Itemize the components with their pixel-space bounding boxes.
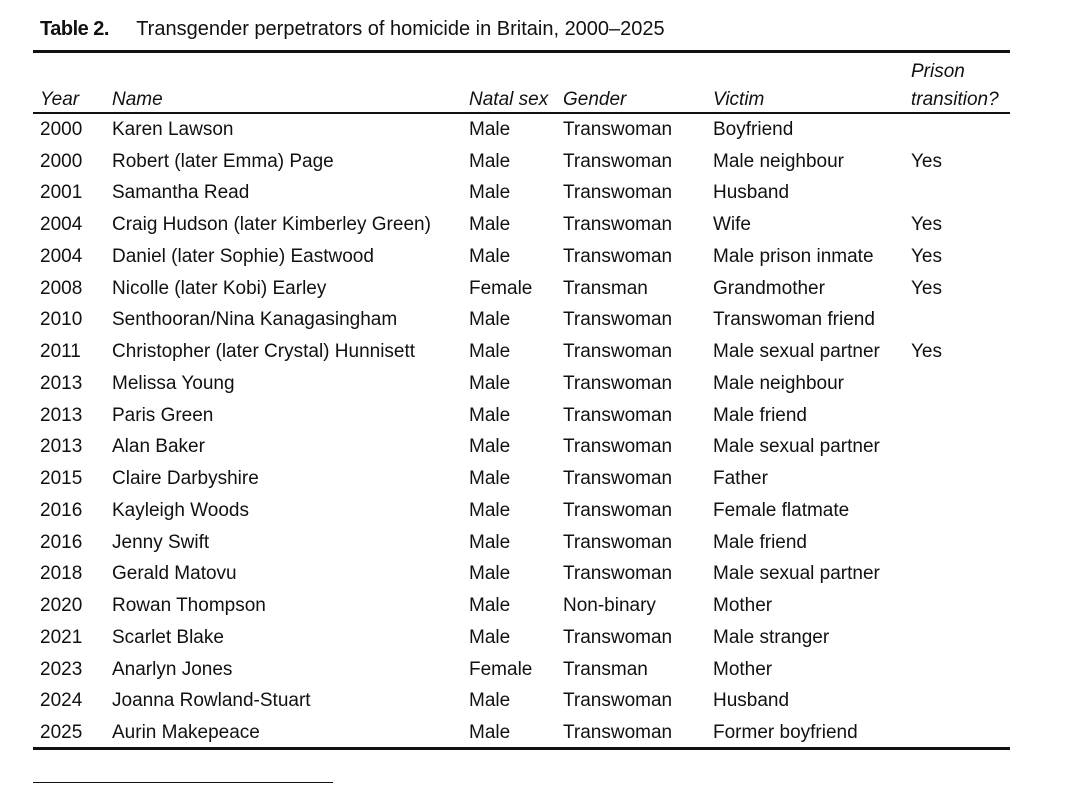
cell-year: 2020	[40, 595, 83, 617]
cell-name: Gerald Matovu	[112, 563, 237, 585]
cell-prison-transition	[911, 622, 1010, 654]
cell-natal-sex: Male	[469, 150, 511, 172]
cell-prison-transition	[911, 527, 1010, 559]
cell-name: Senthooran/Nina Kanagasingham	[112, 309, 398, 331]
table-row	[40, 368, 1010, 400]
cell-year: 2021	[40, 626, 83, 648]
table-row	[40, 209, 1010, 241]
cell-natal-sex: Male	[469, 626, 511, 648]
cell-name: Anarlyn Jones	[112, 658, 233, 680]
cell-prison-transition: Yes	[911, 214, 942, 236]
cell-victim: Transwoman friend	[713, 309, 875, 331]
table-top-rule	[33, 50, 1010, 53]
cell-gender: Transwoman	[563, 531, 673, 553]
cell-gender: Transwoman	[563, 468, 673, 490]
table-row	[40, 241, 1010, 273]
cell-natal-sex: Male	[469, 404, 511, 426]
cell-natal-sex: Male	[469, 341, 511, 363]
column-header-natal-sex: Natal sex	[469, 89, 549, 110]
cell-gender: Transman	[563, 658, 648, 680]
cell-natal-sex: Male	[469, 372, 511, 394]
cell-name: Craig Hudson (later Kimberley Green)	[112, 214, 431, 236]
table-row	[40, 400, 1010, 432]
cell-name: Kayleigh Woods	[112, 499, 249, 521]
table-row	[40, 717, 1010, 749]
cell-natal-sex: Male	[469, 499, 511, 521]
cell-natal-sex: Male	[469, 722, 511, 744]
cell-victim: Male stranger	[713, 626, 830, 648]
cell-victim: Male sexual partner	[713, 341, 880, 363]
cell-name: Claire Darbyshire	[112, 468, 259, 490]
cell-victim: Male friend	[713, 531, 807, 553]
cell-victim: Male sexual partner	[713, 563, 880, 585]
cell-year: 2025	[40, 722, 83, 744]
cell-name: Jenny Swift	[112, 531, 210, 553]
cell-prison-transition	[911, 178, 1010, 210]
cell-natal-sex: Male	[469, 595, 511, 617]
cell-name: Karen Lawson	[112, 118, 234, 140]
cell-year: 2010	[40, 309, 83, 331]
cell-gender: Transwoman	[563, 626, 673, 648]
cell-gender: Transwoman	[563, 690, 673, 712]
table-row	[40, 273, 1010, 305]
cell-natal-sex: Male	[469, 214, 511, 236]
table-row	[40, 463, 1010, 495]
cell-natal-sex: Male	[469, 468, 511, 490]
column-header-year: Year	[40, 89, 80, 110]
table-row	[40, 590, 1010, 622]
data-table	[40, 114, 1010, 749]
cell-victim: Male friend	[713, 404, 807, 426]
cell-victim: Wife	[713, 214, 751, 236]
cell-prison-transition: Yes	[911, 341, 942, 363]
column-header-name: Name	[112, 89, 163, 110]
cell-gender: Transwoman	[563, 245, 673, 267]
column-header-gender: Gender	[563, 89, 627, 110]
cell-prison-transition: Yes	[911, 277, 942, 299]
table-label: Table 2.	[40, 18, 109, 40]
table-row	[40, 305, 1010, 337]
cell-name: Melissa Young	[112, 372, 235, 394]
table-row	[40, 336, 1010, 368]
cell-name: Aurin Makepeace	[112, 722, 260, 744]
cell-victim: Male prison inmate	[713, 245, 874, 267]
cell-prison-transition	[911, 368, 1010, 400]
cell-gender: Transwoman	[563, 309, 673, 331]
cell-gender: Transwoman	[563, 722, 673, 744]
cell-natal-sex: Male	[469, 309, 511, 331]
cell-victim: Mother	[713, 595, 773, 617]
cell-victim: Grandmother	[713, 277, 825, 299]
cell-name: Scarlet Blake	[112, 626, 224, 648]
table-caption	[40, 18, 665, 41]
table-title: Transgender perpetrators of homicide in Britain, 2000–2025	[136, 18, 665, 40]
cell-year: 2018	[40, 563, 83, 585]
cell-gender: Transwoman	[563, 404, 673, 426]
cell-victim: Husband	[713, 182, 790, 204]
cell-name: Nicolle (later Kobi) Earley	[112, 277, 327, 299]
table-row	[40, 114, 1010, 146]
cell-name: Daniel (later Sophie) Eastwood	[112, 245, 374, 267]
table-body	[40, 114, 1010, 749]
cell-gender: Transman	[563, 277, 648, 299]
cell-prison-transition	[911, 686, 1010, 718]
cell-prison-transition	[911, 114, 1010, 146]
cell-name: Rowan Thompson	[112, 595, 266, 617]
cell-gender: Transwoman	[563, 150, 673, 172]
cell-gender: Non-binary	[563, 595, 656, 617]
cell-prison-transition	[911, 654, 1010, 686]
cell-natal-sex: Male	[469, 118, 511, 140]
cell-year: 2013	[40, 404, 83, 426]
table-row	[40, 146, 1010, 178]
cell-victim: Female flatmate	[713, 499, 850, 521]
cell-year: 2015	[40, 468, 83, 490]
cell-year: 2013	[40, 372, 83, 394]
cell-name: Christopher (later Crystal) Hunnisett	[112, 341, 416, 363]
cell-prison-transition	[911, 717, 1010, 749]
cell-natal-sex: Male	[469, 563, 511, 585]
cell-prison-transition: Yes	[911, 150, 942, 172]
cell-prison-transition	[911, 400, 1010, 432]
cell-year: 2008	[40, 277, 83, 299]
cell-gender: Transwoman	[563, 563, 673, 585]
cell-year: 2013	[40, 436, 83, 458]
cell-natal-sex: Female	[469, 277, 533, 299]
cell-prison-transition	[911, 559, 1010, 591]
cell-victim: Male neighbour	[713, 150, 844, 172]
cell-natal-sex: Male	[469, 182, 511, 204]
cell-natal-sex: Male	[469, 245, 511, 267]
cell-year: 2023	[40, 658, 83, 680]
cell-gender: Transwoman	[563, 436, 673, 458]
cell-year: 2016	[40, 531, 83, 553]
cell-prison-transition	[911, 432, 1010, 464]
cell-year: 2000	[40, 150, 83, 172]
cell-gender: Transwoman	[563, 182, 673, 204]
cell-victim: Male sexual partner	[713, 436, 880, 458]
table-row	[40, 654, 1010, 686]
footnote-rule	[33, 782, 333, 783]
table-row	[40, 686, 1010, 718]
cell-name: Paris Green	[112, 404, 214, 426]
table-bottom-rule	[33, 747, 1010, 750]
column-header-prison-line1: Prison	[911, 61, 965, 82]
table-row	[40, 495, 1010, 527]
cell-victim: Former boyfriend	[713, 722, 858, 744]
cell-victim: Father	[713, 468, 768, 490]
cell-prison-transition: Yes	[911, 245, 942, 267]
cell-name: Robert (later Emma) Page	[112, 150, 334, 172]
cell-natal-sex: Male	[469, 531, 511, 553]
cell-year: 2024	[40, 690, 83, 712]
table-row	[40, 178, 1010, 210]
cell-year: 2001	[40, 182, 83, 204]
cell-year: 2016	[40, 499, 83, 521]
table-row	[40, 559, 1010, 591]
cell-year: 2011	[40, 341, 81, 363]
cell-victim: Mother	[713, 658, 773, 680]
cell-gender: Transwoman	[563, 341, 673, 363]
cell-name: Samantha Read	[112, 182, 250, 204]
cell-prison-transition	[911, 495, 1010, 527]
cell-victim: Boyfriend	[713, 118, 794, 140]
cell-natal-sex: Female	[469, 658, 533, 680]
cell-prison-transition	[911, 463, 1010, 495]
cell-victim: Husband	[713, 690, 790, 712]
cell-natal-sex: Male	[469, 436, 511, 458]
column-header-victim: Victim	[713, 89, 765, 110]
table-row	[40, 432, 1010, 464]
cell-year: 2000	[40, 118, 83, 140]
cell-gender: Transwoman	[563, 372, 673, 394]
cell-prison-transition	[911, 590, 1010, 622]
column-header-prison-line2: transition?	[911, 89, 999, 110]
cell-name: Alan Baker	[112, 436, 205, 458]
table-row	[40, 622, 1010, 654]
table-row	[40, 527, 1010, 559]
cell-name: Joanna Rowland-Stuart	[112, 690, 311, 712]
cell-year: 2004	[40, 214, 83, 236]
cell-gender: Transwoman	[563, 118, 673, 140]
cell-victim: Male neighbour	[713, 372, 844, 394]
cell-gender: Transwoman	[563, 214, 673, 236]
cell-year: 2004	[40, 245, 83, 267]
cell-prison-transition	[911, 305, 1010, 337]
cell-gender: Transwoman	[563, 499, 673, 521]
cell-natal-sex: Male	[469, 690, 511, 712]
